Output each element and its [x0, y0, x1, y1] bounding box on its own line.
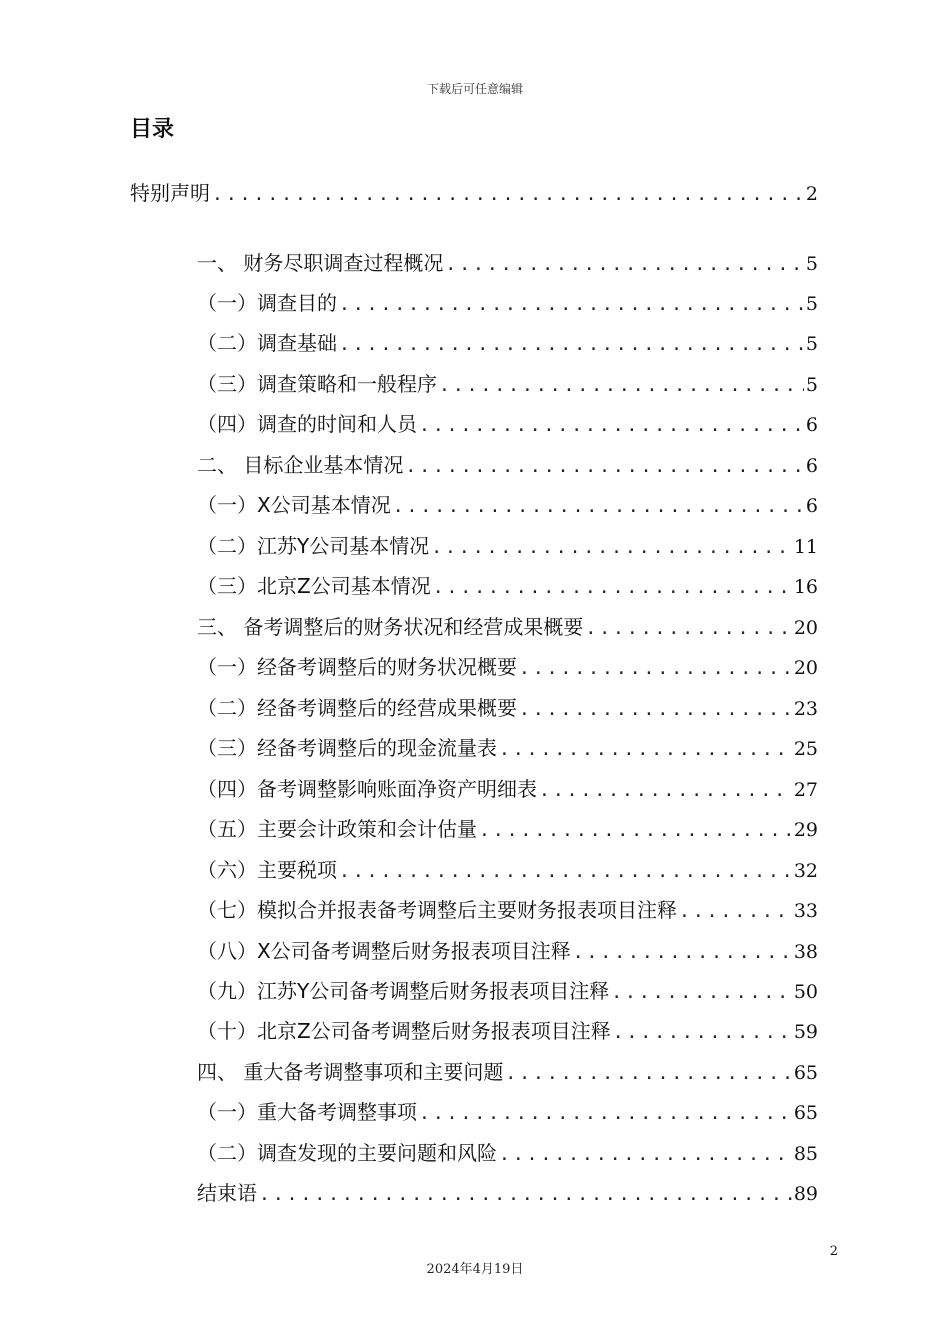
toc-entry-label: （三）调查策略和一般程序 [197, 372, 437, 396]
toc-entry-page: 27 [793, 779, 818, 801]
toc-entry-page: 5 [805, 374, 818, 396]
page-number: 2 [829, 1244, 838, 1259]
toc-entry[interactable] [197, 815, 818, 843]
toc-entry-page: 25 [793, 738, 818, 760]
toc-entry[interactable] [197, 491, 818, 519]
toc-entry-label: 二、 目标企业基本情况 [197, 453, 404, 477]
toc-entry-label: （一）重大备考调整事项 [197, 1100, 417, 1124]
toc-entry-page: 5 [805, 293, 818, 315]
toc-entry-page: 29 [793, 819, 818, 841]
toc-entry-label: （七）模拟合并报表备考调整后主要财务报表项目注释 [197, 898, 677, 922]
dot-leader [339, 858, 792, 886]
toc-entry-page: 89 [793, 1183, 818, 1205]
toc-entry-label: （九）江苏Y公司备考调整后财务报表项目注释 [197, 979, 610, 1003]
toc-entry[interactable] [197, 977, 818, 1005]
toc-entry[interactable] [197, 329, 818, 357]
toc-entry[interactable] [197, 289, 818, 317]
header-note: 下载后可任意编辑 [426, 82, 523, 96]
dot-leader [505, 1060, 791, 1088]
dot-leader [431, 534, 792, 562]
dot-leader [611, 979, 792, 1007]
toc-entry[interactable] [197, 1179, 818, 1207]
toc-entry-page: 6 [805, 455, 818, 477]
toc-entry[interactable] [197, 1058, 818, 1086]
toc-entry[interactable] [197, 896, 818, 924]
dot-leader [479, 817, 792, 845]
toc-entry-page: 6 [805, 414, 818, 436]
toc-entry-label: （三）北京Z公司基本情况 [197, 574, 431, 598]
toc-entry-label: （二）江苏Y公司基本情况 [197, 534, 430, 558]
toc-entry-label: （一）调查目的 [197, 291, 337, 315]
toc-entry[interactable] [197, 1139, 818, 1167]
dot-leader [339, 331, 804, 359]
toc-entry-page: 20 [793, 617, 818, 639]
toc-entry-label: （二）调查发现的主要问题和风险 [197, 1141, 497, 1165]
toc-entry-page: 2 [805, 183, 818, 205]
toc-entry[interactable] [197, 410, 818, 438]
toc-entry[interactable] [197, 775, 818, 803]
dot-leader [573, 939, 792, 967]
dot-leader [585, 615, 791, 643]
dot-leader [393, 493, 804, 521]
dot-leader [433, 574, 792, 602]
toc-entry-label: （四）调查的时间和人员 [197, 412, 417, 436]
toc-entry-label: （六）主要税项 [197, 858, 337, 882]
toc-entry-label: 结束语 [197, 1181, 257, 1205]
dot-leader [445, 251, 804, 279]
toc-entry-page: 85 [793, 1143, 818, 1165]
toc-entry-label: （五）主要会计政策和会计估量 [197, 817, 477, 841]
toc-entry-label: （一）X公司基本情况 [197, 493, 391, 517]
toc-entry-label: （一）经备考调整后的财务状况概要 [197, 655, 517, 679]
toc-entry-page: 20 [793, 657, 818, 679]
toc-entry-page: 50 [793, 981, 818, 1003]
toc-entry-page: 33 [793, 900, 818, 922]
toc-entry-page: 23 [793, 698, 818, 720]
toc-title: 目录 [130, 117, 175, 142]
toc-entry[interactable] [130, 179, 818, 207]
dot-leader [499, 1141, 792, 1169]
toc-entry-page: 16 [793, 576, 818, 598]
toc-entry-page: 65 [793, 1062, 818, 1084]
toc-entry[interactable] [197, 734, 818, 762]
toc-entry[interactable] [197, 1098, 818, 1126]
toc-entry-page: 65 [793, 1102, 818, 1124]
dot-leader [405, 453, 804, 481]
dot-leader [419, 1100, 792, 1128]
dot-leader [539, 777, 792, 805]
toc-entry[interactable] [197, 694, 818, 722]
toc-entry[interactable] [197, 451, 818, 479]
toc-entry-page: 11 [793, 536, 818, 558]
toc-entry-label: 特别声明 [130, 181, 210, 205]
toc-entry[interactable] [197, 532, 818, 560]
toc-entry-label: 三、 备考调整后的财务状况和经营成果概要 [197, 615, 584, 639]
toc-entry[interactable] [197, 937, 818, 965]
toc-entry-page: 38 [793, 941, 818, 963]
toc-entry-label: （二）调查基础 [197, 331, 337, 355]
toc-entry-page: 59 [793, 1021, 818, 1043]
toc-entry[interactable] [197, 1017, 818, 1045]
dot-leader [259, 1181, 792, 1209]
toc-entry-label: 四、 重大备考调整事项和主要问题 [197, 1060, 504, 1084]
toc-entry[interactable] [197, 653, 818, 681]
toc-entry-page: 5 [805, 333, 818, 355]
toc-entry[interactable] [197, 572, 818, 600]
toc-entry[interactable] [197, 370, 818, 398]
dot-leader [613, 1019, 792, 1047]
dot-leader [339, 291, 804, 319]
dot-leader [519, 696, 792, 724]
toc-entry-page: 32 [793, 860, 818, 882]
toc-entry-page: 5 [805, 253, 818, 275]
toc-entry[interactable] [197, 249, 818, 277]
toc-entry-label: （十）北京Z公司备考调整后财务报表项目注释 [197, 1019, 611, 1043]
toc-entry-page: 6 [805, 495, 818, 517]
dot-leader [439, 372, 804, 400]
dot-leader [419, 412, 804, 440]
toc-entry[interactable] [197, 613, 818, 641]
toc-entry[interactable] [197, 856, 818, 884]
toc-entry-label: （三）经备考调整后的现金流量表 [197, 736, 497, 760]
dot-leader [499, 736, 792, 764]
toc-entry-label: （八）X公司备考调整后财务报表项目注释 [197, 939, 571, 963]
toc-entry-label: 一、 财务尽职调查过程概况 [197, 251, 444, 275]
dot-leader [212, 181, 804, 209]
toc-entry-label: （四）备考调整影响账面净资产明细表 [197, 777, 537, 801]
toc-entry-label: （二）经备考调整后的经营成果概要 [197, 696, 517, 720]
dot-leader [519, 655, 792, 683]
footer-date: 2024年4月19日 [426, 1262, 524, 1277]
dot-leader [679, 898, 792, 926]
